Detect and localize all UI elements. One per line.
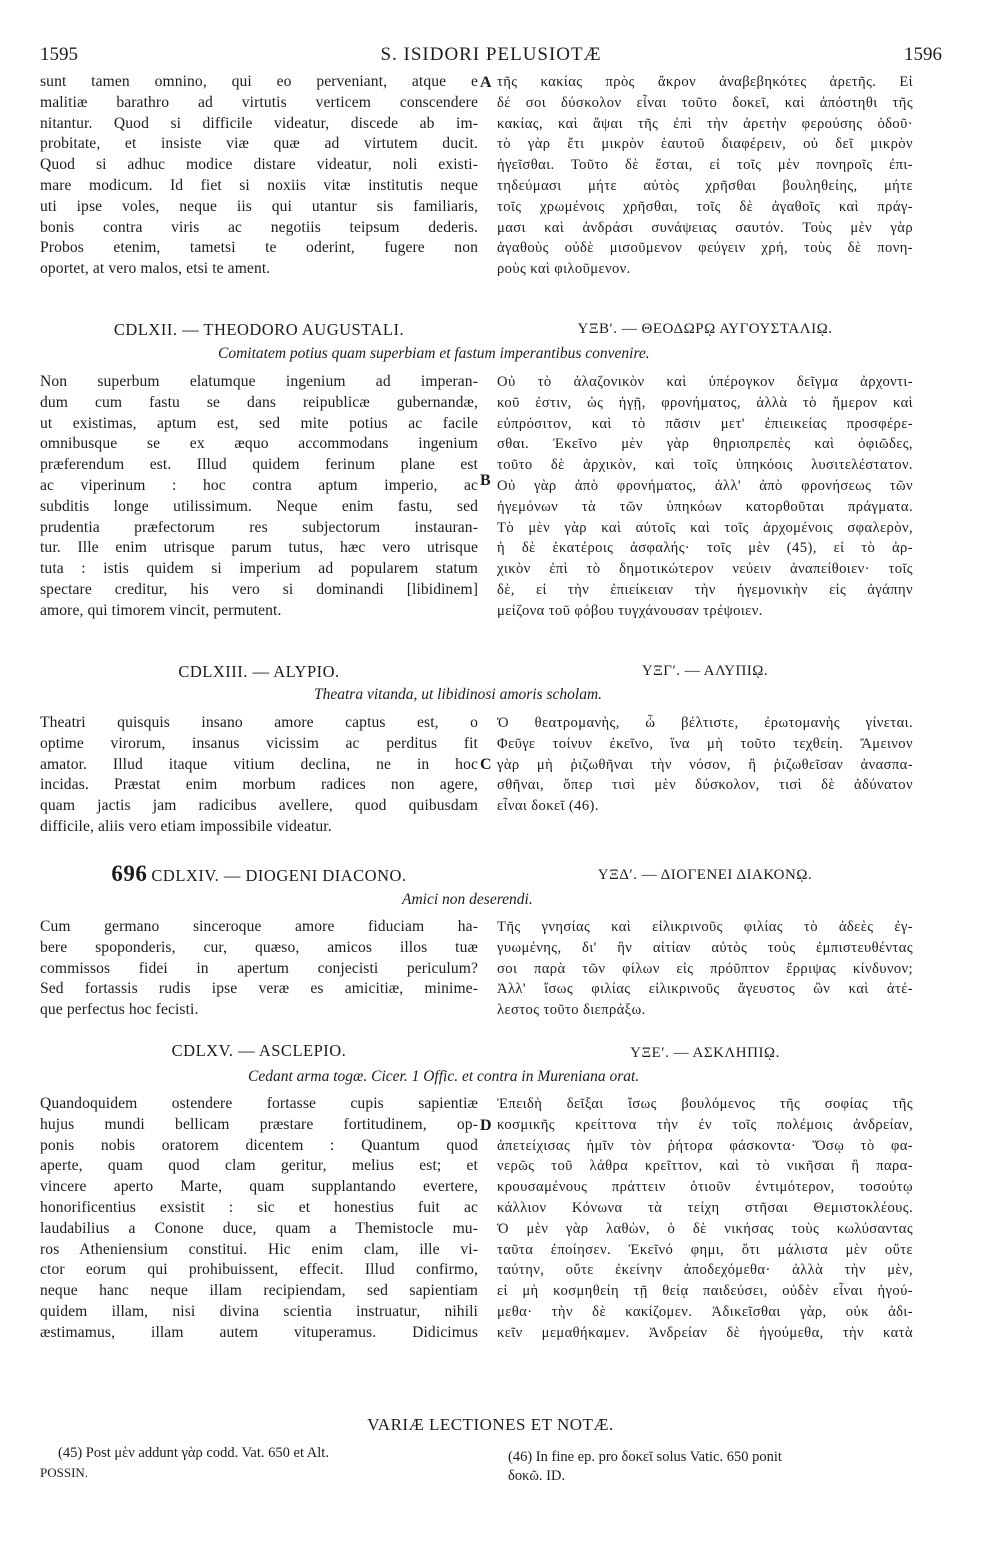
text-line: ἡ δὲ ἑκατέροις ἀσφαλής· τοῖς μὲν (45), εἰ τὸ ἀρ-	[497, 540, 913, 557]
footnote-left	[40, 1444, 329, 1482]
text-line: Quod si adhuc modice distare videatur, noli existi-	[40, 156, 478, 174]
text-line: τοῦτο δὲ ἀρχικὸν, καὶ τοῖς ὑπηκόοις λυσιτελέστατον.	[497, 457, 913, 474]
text-line: ἀγαθοὺς οὐδὲ μισοῦμενον φεύγειν χρή, τοὺς δὲ πονη-	[497, 240, 913, 257]
text-line: ταῦτα ἐποίησεν. Ἐκεῖνό φημι, ὅτι μάλιστα μὲν οὔτε	[497, 1241, 913, 1258]
text-line: malitiæ barathro ad virtutis verticem conscendere	[40, 93, 478, 111]
epistle-summary	[218, 345, 650, 363]
text-line: dum cum fastu se dans reipublicæ gubernandæ,	[40, 393, 478, 411]
text-line: Τὸ μὲν γὰρ καὶ αὐτοῖς καὶ τοῖς ἀρχομένοις σφαλερὸν,	[497, 519, 913, 536]
epistle-latin-text	[40, 713, 478, 838]
text-line: δὲ, εἰ τὴν ἐπιείκειαν τὴν ἡγεμονικὴν εἰς ἀγάπην	[497, 581, 913, 598]
text-line: Ἐπειδὴ δεῖξαι ἴσως βουλόμενος τῆς σοφίας τῆς	[497, 1096, 913, 1112]
text-line: κοῦ ἐστιν, ὡς ἡγῇ, φρονήματος, ἀλλὰ τὸ ἥμερον καὶ	[497, 394, 913, 411]
text-line: mare modicum. Id fiet si noxiis vitæ institutis neque	[40, 176, 478, 194]
text-line: ros Atheniensium constitui. Hic enim clam, ille vi-	[40, 1240, 478, 1258]
epistle-title-greek: ΥΞΔʹ. — ΔΙΟΓΕΝΕΙ ΔΙΑΚΟΝῼ.	[597, 867, 813, 883]
text-line: Τῆς γνησίας καὶ εἰλικρινοῦς φιλίας τὸ ἀδεὲς ἐγ-	[497, 919, 913, 935]
intro-latin	[40, 72, 478, 280]
notes-heading: VARIÆ LECTIONES ET NOTÆ.	[367, 1415, 614, 1434]
footnote-line: δοκῶ. ID.	[508, 1468, 566, 1484]
text-line: Οὐ γὰρ ἀπὸ φρονήματος, ἀλλ' ἀπὸ φρονήσεως τῶν	[497, 477, 913, 494]
text-line: σοι παρὰ τῶν φίλων εἰς πρόῦπτον ἔρριψας κίνδυνον;	[497, 960, 913, 977]
text-line: κοσμικῆς κρείττονα τὴν ἐν τοῖς πολέμοις ἀνδρείαν,	[497, 1116, 913, 1133]
text-line: Non superbum elatumque ingenium ad imperan-	[40, 373, 478, 390]
text-line: κακίας, καὶ ἅψαι τῆς ἐπὶ τὴν ἀρετὴν φερούσης ὁδοῦ·	[497, 115, 913, 132]
text-line: τηδεύμασι μήτε αὐτὸς χρῆσθαι βουληθείης, μήτε	[497, 177, 913, 194]
epistle-greek-text	[497, 713, 913, 817]
footnote-right	[508, 1448, 782, 1486]
text-line: commissos fidei in apertum conjecisti periculum?	[40, 959, 478, 977]
text-line: ac viperinum : hoc contra aptum imperio, ac	[40, 476, 478, 494]
text-line: uti ipse voles, neque iis qui utantur sis familiaris,	[40, 197, 478, 215]
text-line: honorificentius exsistit : sic et honestius fuit ac	[40, 1198, 478, 1216]
text-line: tuta : istis quidem si imperium ad popularem statum	[40, 560, 478, 578]
text-line: bere spoponderis, cur, quæso, amicos illos tuæ	[40, 938, 478, 956]
text-line: εἶναι δοκεῖ (46).	[497, 798, 599, 815]
text-line: χικὸν ἐπὶ τὸ δημοτικώτερον νεύειν ἀναπείθοιεν· τοῖς	[497, 561, 913, 578]
text-line: aperte, quam quod clam geritur, melius est; et	[40, 1157, 478, 1175]
summary-part-b: et fastum imperantibus convenire.	[439, 345, 650, 362]
text-line: γυωμένης, δι' ἣν αἰτίαν αὐτὸς τοὺς ἐμπιστευθέντας	[497, 939, 913, 956]
epistle-title-greek: ΥΞΕʹ. — ΑΣΚΛΗΠΙῼ.	[630, 1045, 780, 1061]
running-title: S. ISIDORI PELUSIOTÆ	[380, 44, 602, 65]
text-line: nitantur. Quod si difficile videatur, discede ab im-	[40, 114, 478, 132]
epistle-greek-text	[497, 917, 913, 1021]
text-line: ἡγεῖσθαι. Τοῦτο δὲ ἔσται, εἰ τοῖς μὲν πονηροῖς ἐπι-	[497, 157, 913, 174]
text-line: ροὺς καὶ φιλοῦμενον.	[497, 261, 631, 278]
epistle-summary: Theatra vitanda, ut libidinosi amoris scholam.	[314, 686, 603, 703]
text-line: hujus mundi bellicam præstare fortitudinem, op-	[40, 1115, 478, 1133]
text-line: oportet, at vero malos, etsi te ament.	[40, 260, 271, 278]
text-line: τοῖς χρωμένοις χρῆσθαι, τοῖς δὲ ἀγαθοῖς καὶ πράγ-	[497, 198, 913, 215]
epistle-summary: Cedant arma togæ. Cicer. 1 Offic. et contra in Mureniana orat.	[248, 1068, 640, 1085]
footnote-line: POSSIN.	[40, 1465, 89, 1480]
text-line: γὰρ μὴ ῥιζωθῆναι τὴν νόσον, ἢ ῥιζωθεῖσαν ἀνασπα-	[497, 756, 913, 773]
text-line: Quandoquidem ostendere fortasse cupis sapientiæ	[40, 1095, 478, 1112]
text-line: que perfectus hoc fecisti.	[40, 1001, 199, 1019]
text-line: Theatri quisquis insano amore captus est, o	[40, 714, 478, 731]
intro-greek	[497, 72, 913, 280]
text-line: Ὁ μὲν γὰρ λαθὼν, ὁ δὲ νικήσας τοὺς κωλύσαντας	[497, 1220, 913, 1237]
text-line: præferendum est. Illud quidem ferinum plane est	[40, 456, 478, 474]
epistle-latin-text	[40, 917, 478, 1021]
text-line: κρουσαμένους πράττειν ὁτιοῦν ἐντιμότερον, τοσούτῳ	[497, 1179, 913, 1196]
text-line: λεστος τοῦτο διεπράξω.	[497, 1002, 646, 1019]
margin-marker-b: B	[480, 472, 491, 489]
footnote-line: (46) In fine ep. pro δοκεῖ solus Vatic. 650 ponit	[508, 1449, 782, 1465]
text-line: τῆς κακίας πρὸς ἄκρον ἀναβεβηκότες ἀρετῆς. Εἰ	[497, 74, 913, 90]
text-line: Φεῦγε τοίνυν ἐκεῖνο, ἵνα μὴ τοῦτο τεχθείη. Ἄμεινον	[497, 735, 913, 752]
epistle-greek-text	[497, 372, 913, 622]
text-line: sunt tamen omnino, qui eo perveniant, atque e	[40, 73, 478, 90]
text-line: Ἀλλ' ἴσως φιλίας εἰλικρινοῦς ἄγευστος ὢν καὶ ἀτέ-	[497, 981, 913, 998]
epistle-latin-text	[40, 1094, 478, 1344]
text-line: laudabilius a Conone duce, quam a Themistocle mu-	[40, 1219, 478, 1237]
text-line: probitate, et insiste viæ quæ ad virtutem ducit.	[40, 135, 478, 153]
text-line: ἡγεμόνων τὰ τῶν ὑπηκόων κατορθοῦται πράγματα.	[497, 498, 913, 515]
text-line: εἰ μὴ κοσμηθείη τῇ θείᾳ παιδεύσει, οὐδὲν εἶναι ἡγού-	[497, 1283, 913, 1300]
text-line: Probos etenim, tametsi te oderint, fugere non	[40, 239, 478, 257]
margin-marker-c: C	[480, 756, 492, 773]
epistle-latin-text	[40, 372, 478, 622]
text-line: μασι καὶ ἀνδράσι συνάψειας σαυτόν. Τοὺς μὲν γὰρ	[497, 219, 913, 236]
text-line: ταύτην, οὔτε ἐκείνην ἀποδεχόμεθα· ἀλλὰ τὴν μὲν,	[497, 1262, 913, 1279]
epistle-summary: Amici non deserendi.	[402, 891, 533, 908]
text-line: σθῆναι, ὅπερ τισὶ μὲν δύσκολον, τισὶ δὲ ἀδύνατον	[497, 777, 913, 794]
left-page-number: 1595	[40, 44, 78, 65]
text-line: ἀπετείχισας ἡμῖν τὸν ῥήτορα φάσκοντα· Ὅσῳ τὸ φα-	[497, 1137, 913, 1154]
right-page-number: 1596	[904, 44, 942, 65]
footnote-line: (45) Post μὲν addunt γὰρ codd. Vat. 650 et Alt.	[58, 1445, 329, 1461]
text-line: ponis nobis oratorem dicentem : Quantum quod	[40, 1136, 478, 1154]
text-line: prudentia præfectorum res subjectorum instauran-	[40, 518, 478, 536]
text-line: æstimamus, illam autem vituperamus. Didicimus	[40, 1323, 478, 1341]
margin-marker-a: A	[480, 74, 492, 91]
epistle-title-latin: CDLXII. — THEODORO AUGUSTALI.	[113, 320, 405, 339]
text-line: Ὁ θεατρομανὴς, ὦ βέλτιστε, ἐρωτομανὴς γίνεται.	[497, 715, 913, 731]
text-line: Sed fortassis rudis ipse veræ es amicitiæ, minime-	[40, 980, 478, 998]
text-line: Οὐ τὸ ἀλαζονικὸν καὶ ὑπέρογκον δεῖγμα ἀρχοντι-	[497, 374, 913, 390]
text-line: omnibusque se ex æquo accommodans ingenium	[40, 435, 478, 453]
text-line: ctor eorum qui prohibuissent, effecit. Illud confirmo,	[40, 1261, 478, 1279]
text-line: σθαι. Ἐκεῖνο μὲν γὰρ θηριοπρεπὲς καὶ ὀφιῶδες,	[497, 436, 913, 453]
text-line: quam jactis jam radicibus avellere, quod quibusdam	[40, 797, 478, 815]
text-line: incidas. Præstat enim morbum radices non agere,	[40, 776, 478, 794]
text-line: amore, qui timorem vincit, permutent.	[40, 601, 282, 619]
column-number: 696	[111, 861, 148, 886]
epistle-title-latin	[40, 861, 478, 887]
text-line: μείζονα τοῦ φόβου τυγχάνουσαν τρέψοιεν.	[497, 602, 763, 619]
text-line: vincere aperto Marte, quam supplantando evertere,	[40, 1178, 478, 1196]
epistle-title-latin: CDLXV. — ASCLEPIO.	[171, 1041, 347, 1060]
text-line: μεθα· τὴν δὲ κακίζομεν. Ἀδικεῖσθαι γὰρ, οὐκ ἀδι-	[497, 1303, 913, 1320]
text-line: optime virorum, insanus vicissim ac perditus fit	[40, 734, 478, 752]
text-line: quidem illam, nisi divina scientia instruatur, nihili	[40, 1302, 478, 1320]
text-line: δέ σοι δύσκολον εἶναι τοῦτο δοκεῖ, καὶ ἀπόστηθι τῆς	[497, 94, 913, 111]
margin-marker-d: D	[480, 1117, 492, 1134]
text-line: subditis longe utilissimum. Neque enim fastu, sed	[40, 497, 478, 515]
summary-part-a: Comitatem potius quam superbiam	[218, 345, 436, 362]
text-line: κεῖν μεμαθήκαμεν. Ἀνδρείαν δὲ ἡγούμεθα, τὴν κατὰ	[497, 1324, 913, 1341]
running-header	[40, 44, 942, 68]
epistle-title-greek: ΥΞΓʹ. — ΑΛΥΠΙῼ.	[641, 663, 769, 679]
text-line: νερῶς τοῦ λάθρα κρεῖττον, καὶ τὸ νικῆσαι ἢ παρα-	[497, 1158, 913, 1175]
epistle-title-greek: ΥΞΒʹ. — ΘΕΟΔΩΡῼ ΑΥΓΟΥΣΤΑΛΙῼ.	[577, 321, 833, 337]
text-line: spectare creditur, his vero si dominandi [libidinem]	[40, 580, 478, 598]
text-line: tur. Ille enim utrisque parum tutus, hæc vero utrisque	[40, 539, 478, 557]
text-line: neque hanc neque illam recipiendam, sed sapientiam	[40, 1282, 478, 1300]
epistle-title-latin: CDLXIII. — ALYPIO.	[178, 662, 340, 681]
text-line: amator. Illud itaque vitium declina, ne in hoc	[40, 755, 478, 773]
text-line: bonis contra viris ac negotiis teipsum dederis.	[40, 218, 478, 236]
epistle-greek-text	[497, 1094, 913, 1344]
text-line: κάλλιον Κόνωνα τὰ τείχη στῆσαι Θεμιστοκλέους.	[497, 1199, 913, 1216]
text-line: τὸ γὰρ ἔτι μικρὸν ἑαυτοῦ διαφέρειν, οὐ δεῖ μικρὸν	[497, 136, 913, 153]
text-line: ut existimas, aptum est, sed mite potius ac facile	[40, 414, 478, 432]
text-line: Cum germano sinceroque amore fiduciam ha-	[40, 918, 478, 935]
text-line: difficile, aliis vero etiam impossibile videatur.	[40, 817, 332, 835]
epistle-title-text: CDLXIV. — DIOGENI DIACONO.	[151, 866, 407, 885]
text-line: εὐπρόσιτον, καὶ τὸ πᾶσιν μετ' ἐπιεικείας προσφέρε-	[497, 415, 913, 432]
